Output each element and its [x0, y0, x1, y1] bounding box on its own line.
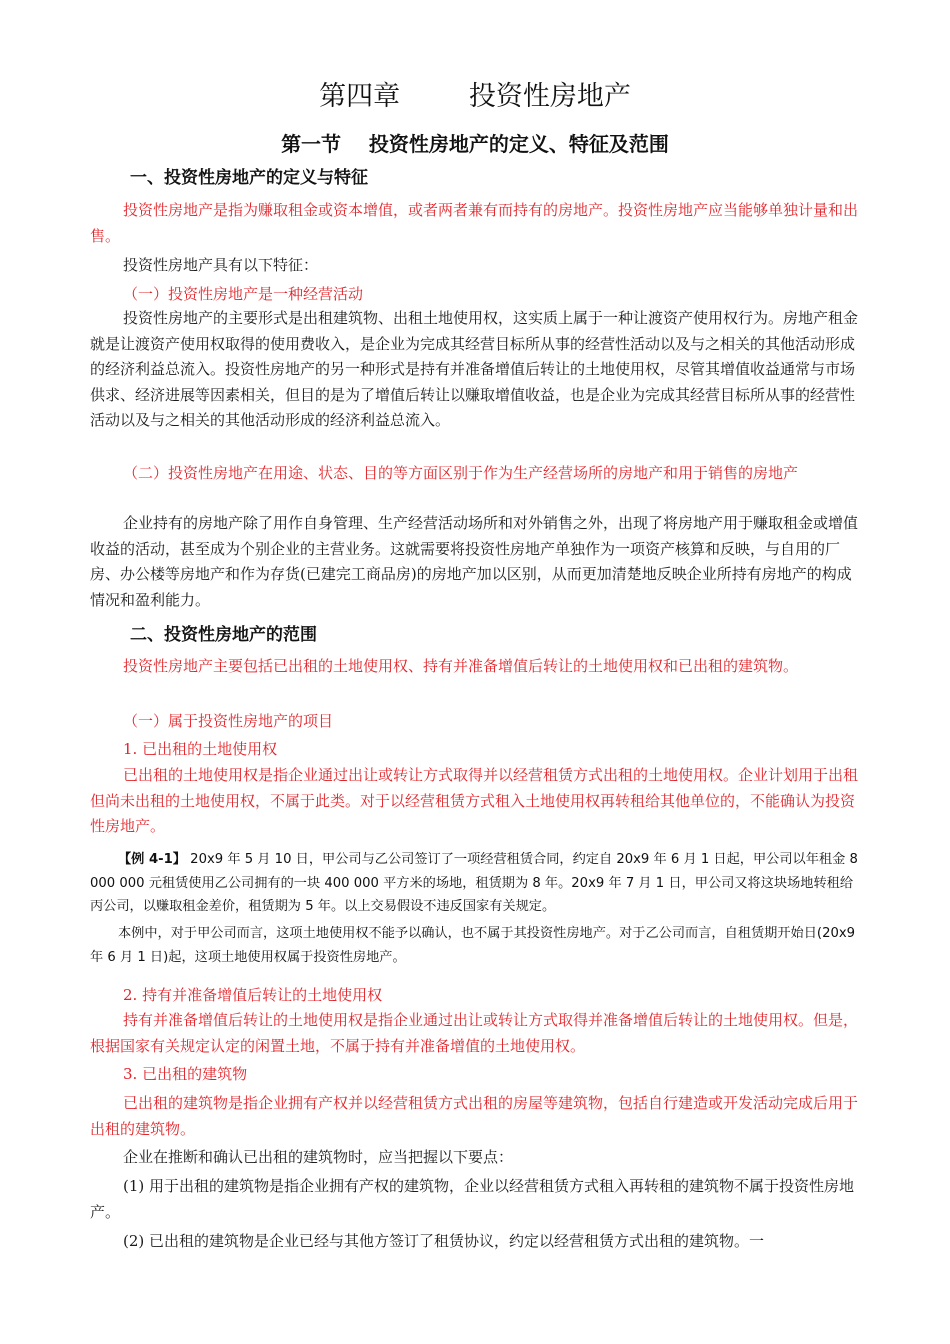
points-intro: 企业在推断和确认已出租的建筑物时，应当把握以下要点：	[123, 1148, 514, 1166]
feature1-title: （一）投资性房地产是一种经营活动	[123, 285, 364, 303]
feature1-body: 投资性房地产的主要形式是出租建筑物、出租土地使用权，这实质上属于一种让渡资产使用权行为。房地产租金就是让渡资产使用权取得的使用费收入，是企业为完成其经营目标所从事的经营性活动以及与之相关的其他活动形成的经济利益总流入。投资性房地产的另一种形式是持有并准备增值后转让的土地使用权，尽管其增值收益通常与市场供求、经济进展等因素相关，但目的是为了增值后转让以赚取增值收益，也是企业为完成其经营目标所从事的经营性活动以及与之相关的其他活动形成的经济利益总流入。	[90, 309, 859, 429]
item2-title: 2. 持有并准备增值后转让的土地使用权	[123, 986, 383, 1004]
items-title: （一）属于投资性房地产的项目	[123, 712, 334, 730]
example-paragraph	[90, 848, 862, 919]
features-intro: 投资性房地产具有以下特征：	[123, 256, 319, 274]
example-answer: 本例中，对于甲公司而言，这项土地使用权不能予以确认，也不属于其投资性房地产。对于乙公司而言，自租赁期开始日(20x9 年 6 月 1 日)起，这项土地使用权属于投资性房地产。	[90, 926, 856, 965]
scope-paragraph: 投资性房地产主要包括已出租的土地使用权、持有并准备增值后转让的土地使用权和已出租的建筑物。	[123, 657, 799, 675]
point1: (1) 用于出租的建筑物是指企业拥有产权的建筑物，企业以经营租赁方式租入再转租的建筑物不属于投资性房地产。	[90, 1177, 855, 1221]
definition-paragraph: 投资性房地产是指为赚取租金或资本增值，或者两者兼有而持有的房地产。投资性房地产应当能够单独计量和出售。	[90, 201, 859, 245]
item1-body: 已出租的土地使用权是指企业通过出让或转让方式取得并以经营租赁方式出租的土地使用权。企业计划用于出租但尚未出租的土地使用权，不属于此类。对于以经营租赁方式租入土地使用权再转租给其他单位的，不能确认为投资性房地产。	[90, 766, 859, 835]
item1-title: 1. 已出租的土地使用权	[123, 740, 278, 758]
part2-heading: 二、投资性房地产的范围	[130, 625, 317, 645]
item3-title: 3. 已出租的建筑物	[123, 1065, 248, 1083]
example-text: 20x9 年 5 月 10 日，甲公司与乙公司签订了一项经营租赁合同，约定自 20x9 年 6 月 1 日起，甲公司以年租金 8 000 000 元租赁使用乙公司拥有的一块 400 000 平方米的场地，租赁期为 8 年。20x9 年 7 月 1 日，甲公司又将这块场地转租给丙公司，以赚取租金差价，租赁期为 5 年。以上交易假设不违反国家有关规定。	[90, 852, 858, 914]
chapter-title: 第四章 投资性房地产	[319, 81, 631, 112]
feature2-title: （二）投资性房地产在用途、状态、目的等方面区别于作为生产经营场所的房地产和用于销售的房地产	[123, 464, 799, 482]
item2-body: 持有并准备增值后转让的土地使用权是指企业通过出让或转让方式取得并准备增值后转让的土地使用权。但是，根据国家有关规定认定的闲置土地，不属于持有并准备增值的土地使用权。	[90, 1011, 859, 1055]
section-title: 第一节 投资性房地产的定义、特征及范围	[281, 132, 669, 156]
point2: (2) 已出租的建筑物是企业已经与其他方签订了租赁协议，约定以经营租赁方式出租的建筑物。一	[123, 1232, 765, 1250]
item3-body: 已出租的建筑物是指企业拥有产权并以经营租赁方式出租的房屋等建筑物，包括自行建造或开发活动完成后用于出租的建筑物。	[90, 1094, 859, 1138]
feature2-body: 企业持有的房地产除了用作自身管理、生产经营活动场所和对外销售之外，出现了将房地产用于赚取租金或增值收益的活动，甚至成为个别企业的主营业务。这就需要将投资性房地产单独作为一项资产核算和反映，与自用的厂房、办公楼等房地产和作为存货(已建完工商品房)的房地产加以区别，从而更加清楚地反映企业所持有房地产的构成情况和盈利能力。	[90, 514, 859, 609]
example-label: 【例 4-1】	[118, 852, 186, 867]
part1-heading: 一、投资性房地产的定义与特征	[130, 168, 368, 188]
